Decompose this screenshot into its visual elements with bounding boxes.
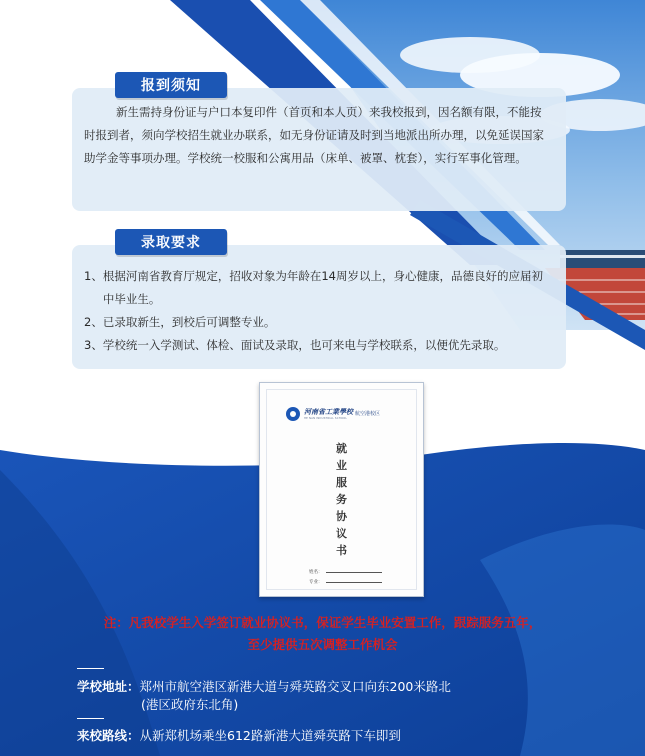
requirement-number: 2、	[84, 315, 103, 329]
address-label: 学校地址：	[77, 679, 140, 694]
school-logo-icon	[286, 407, 300, 421]
requirement-number: 1、	[84, 269, 103, 283]
booklet-school-name: 河南省工業學校	[304, 407, 353, 416]
divider	[77, 718, 104, 719]
agreement-booklet-image	[259, 382, 424, 597]
booklet-title	[260, 440, 423, 559]
requirement-text: 学校统一入学测试、体检、面试及录取，也可来电与学校联系，以便优先录取。	[102, 338, 506, 352]
requirements-list	[84, 265, 552, 357]
booklet-title-char: 就	[336, 442, 347, 455]
booklet-major-label: 专业：	[309, 580, 323, 585]
requirements-title: 录取要求	[115, 229, 227, 255]
booklet-major-field	[309, 579, 389, 585]
requirement-text: 已录取新生，到校后可调整专业。	[102, 315, 276, 329]
booklet-title-char: 服	[336, 476, 347, 489]
requirement-text: 根据河南省教育厅规定，招收对象为年龄在14周岁以上，身心健康，品德良好的应届初中毕业生。	[102, 269, 543, 306]
requirement-number: 3、	[84, 338, 103, 352]
notice-body: 新生需持身份证与户口本复印件（首页和本人页）来我校报到，因名额有限，不能按时报到者，须向学校招生就业办联系，如无身份证请及时到当地派出所办理，以免延误国家助学金等事项办理。学校统一校服和公寓用品（床单、被罩、枕套），实行军事化管理。	[84, 105, 544, 165]
booklet-title-char: 协	[336, 510, 347, 523]
employment-guarantee-note	[60, 612, 585, 656]
booklet-title-char: 书	[336, 544, 347, 557]
booklet-title-char: 业	[336, 459, 347, 472]
requirement-item	[84, 311, 552, 334]
address-value-line2: (港区政府东北角)	[141, 697, 239, 712]
requirement-item	[84, 334, 552, 357]
requirements-card	[72, 245, 566, 369]
booklet-name-field	[309, 569, 389, 575]
booklet-title-char: 务	[336, 493, 347, 506]
note-line-1: 注：凡我校学生入学签订就业协议书，保证学生毕业安置工作，跟踪服务五年，	[103, 615, 542, 630]
notice-title: 报到须知	[115, 72, 227, 98]
note-line-2: 至少提供五次调整工作机会	[247, 637, 398, 652]
notice-card	[72, 88, 566, 211]
booklet-campus-name: 航空港校区	[355, 411, 381, 417]
booklet-title-char: 议	[336, 527, 347, 540]
booklet-school-english: HE NAN INDUSTRIAL SCHOOL	[304, 417, 348, 420]
route-label: 来校路线：	[77, 728, 140, 743]
booklet-name-label: 姓名：	[309, 570, 323, 575]
route-value: 从新郑机场乘坐612路新港大道舜英路下车即到	[139, 728, 401, 743]
requirement-item	[84, 265, 552, 311]
divider	[77, 668, 104, 669]
address-value: 郑州市航空港区新港大道与舜英路交叉口向东200米路北	[139, 679, 451, 694]
